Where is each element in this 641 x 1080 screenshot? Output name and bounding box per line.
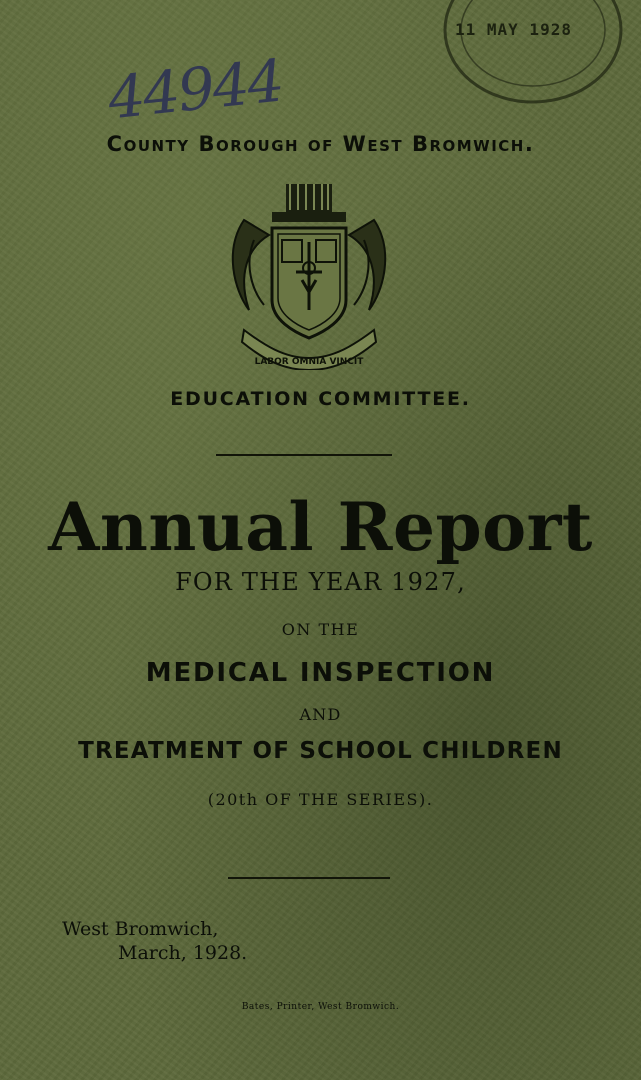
divider-rule [228, 877, 390, 879]
printer-credit: Bates, Printer, West Bromwich. [241, 1002, 400, 1012]
stamp-date: 11 MAY 1928 [455, 20, 572, 39]
coat-of-arms [224, 180, 394, 370]
report-subject-medical: MEDICAL INSPECTION [145, 658, 496, 688]
report-year: FOR THE YEAR 1927, [175, 568, 466, 596]
committee-heading: EDUCATION COMMITTEE. [170, 388, 471, 410]
crest-motto: LABOR OMNIA VINCIT [254, 357, 364, 367]
borough-title: County Borough of West Bromwich. [106, 132, 535, 156]
report-and: AND [299, 705, 342, 724]
report-subject-treatment: TREATMENT OF SCHOOL CHILDREN [78, 738, 563, 764]
report-series: (20th OF THE SERIES). [207, 790, 434, 809]
handwritten-accession-number: 44944 [104, 46, 286, 133]
report-on-the: ON THE [281, 620, 360, 639]
imprint-place: West Bromwich, [62, 918, 219, 940]
report-title: Annual Report [48, 488, 593, 566]
library-stamp [438, 0, 628, 120]
imprint-date: March, 1928. [118, 942, 248, 964]
divider-rule [216, 454, 392, 456]
